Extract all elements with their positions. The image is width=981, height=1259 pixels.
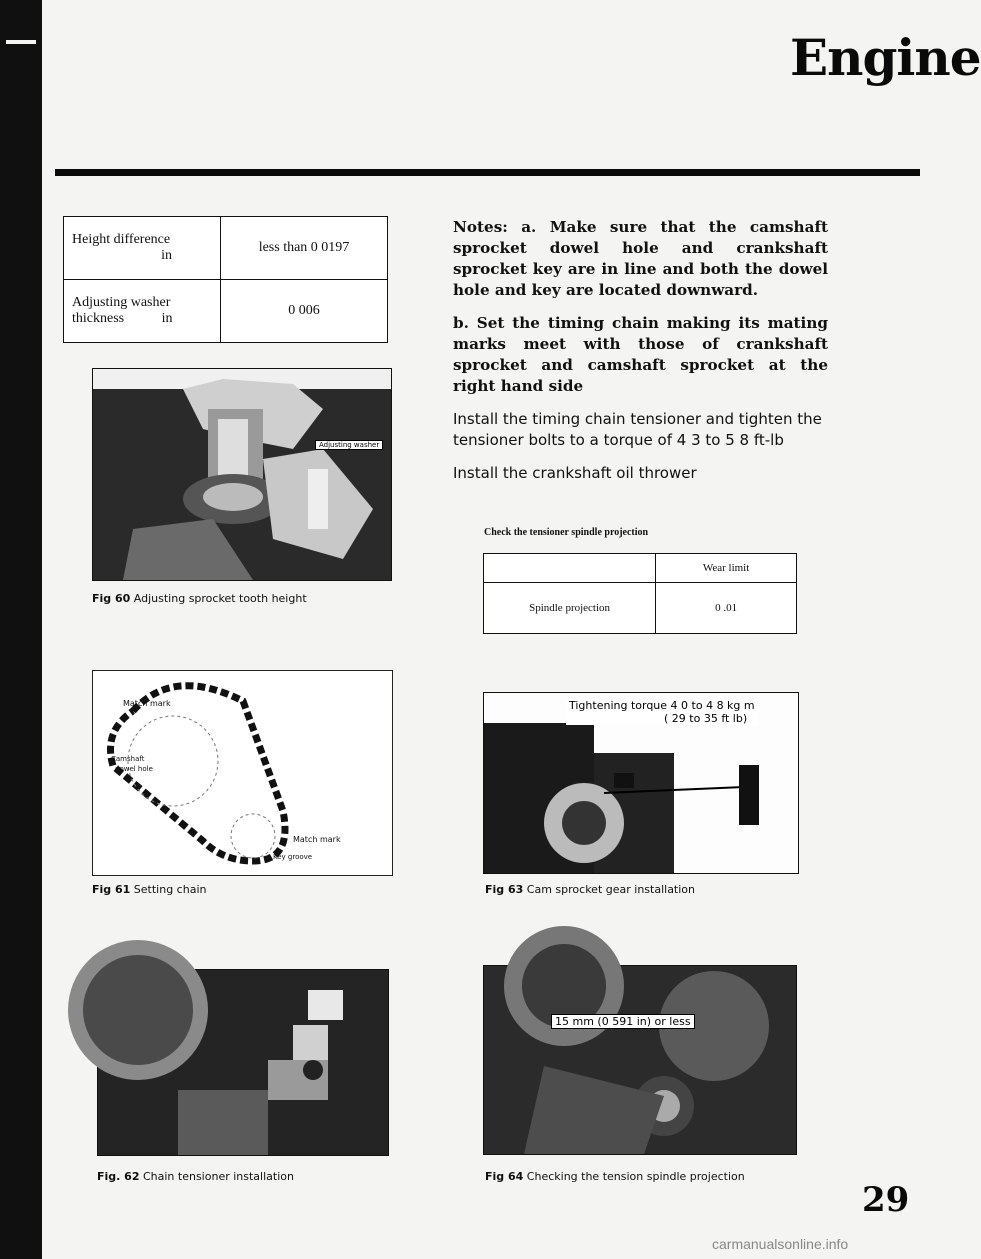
table-cell-label: Spindle projection — [484, 583, 656, 634]
note-a: Notes: a. Make sure that the camshaft sprocket dowel hole and crankshaft sprocket key are in line and both the dowel hole and key are located downward. — [453, 218, 828, 299]
engine-photo-image — [93, 369, 391, 580]
note-b: b. Set the timing chain making its mating marks meet with those of crankshaft sprocket and camshaft sprocket at the right hand side — [453, 314, 828, 395]
adjusting-washer-label: Adjusting washer — [315, 440, 383, 450]
table-header-row — [484, 554, 797, 583]
figure-61-diagram — [92, 670, 393, 876]
binding-edge — [0, 0, 42, 1259]
figure-60-caption: Fig 60 Adjusting sprocket tooth height — [92, 592, 307, 605]
table-row — [484, 583, 797, 634]
table-cell-value: 0 006 — [221, 280, 388, 343]
page-number: 29 — [862, 1180, 910, 1220]
figure-62-photo — [97, 969, 389, 1156]
figure-63-caption: Fig 63 Cam sprocket gear installation — [485, 883, 696, 896]
table-cell-label: Height difference in — [64, 217, 221, 280]
match-mark-label-top: Match mark — [123, 699, 171, 708]
table-header-cell: Wear limit — [656, 554, 797, 583]
table-cell-value: 0 .01 — [656, 583, 797, 634]
spindle-table-title: Check the tensioner spindle projection — [484, 527, 649, 538]
dowel-hole-label: dowel hole — [115, 765, 153, 773]
table-cell-label: Adjusting washer thickness in — [64, 280, 221, 343]
figure-64-caption: Fig 64 Checking the tension spindle projection — [485, 1170, 745, 1183]
figure-60-photo — [92, 368, 392, 581]
figure-63-photo — [483, 692, 799, 874]
figure-62-caption: Fig. 62 Chain tensioner installation — [97, 1170, 294, 1183]
torque-callout: Tightening torque 4 0 to 4 8 kg m ( 29 to 35 ft lb) — [566, 699, 758, 725]
table-row — [64, 217, 388, 280]
key-groove-label: Key groove — [273, 853, 313, 861]
table-header-cell — [484, 554, 656, 583]
instruction-thrower: Install the crankshaft oil thrower — [453, 464, 697, 482]
header-rule — [55, 169, 920, 176]
figure-64-photo — [483, 965, 797, 1155]
section-title: Engine — [790, 28, 981, 87]
spec-table — [63, 216, 388, 343]
table-row — [64, 280, 388, 343]
watermark: carmanualsonline.info — [712, 1236, 849, 1252]
tension-spindle-image — [484, 966, 796, 1154]
spindle-gap-callout: 15 mm (0 591 in) or less — [551, 1014, 695, 1029]
camshaft-label: Camshaft — [111, 755, 145, 763]
instruction-tensioner: Install the timing chain tensioner and tighten the tensioner bolts to a torque of 4 3 to 5 8 ft-lb — [453, 410, 822, 449]
chain-tensioner-image — [98, 970, 388, 1155]
table-cell-value: less than 0 0197 — [221, 217, 388, 280]
figure-61-caption: Fig 61 Setting chain — [92, 883, 207, 896]
match-mark-label-bottom: Match mark — [293, 835, 341, 844]
notes-column — [453, 217, 828, 496]
spindle-table — [483, 553, 797, 634]
